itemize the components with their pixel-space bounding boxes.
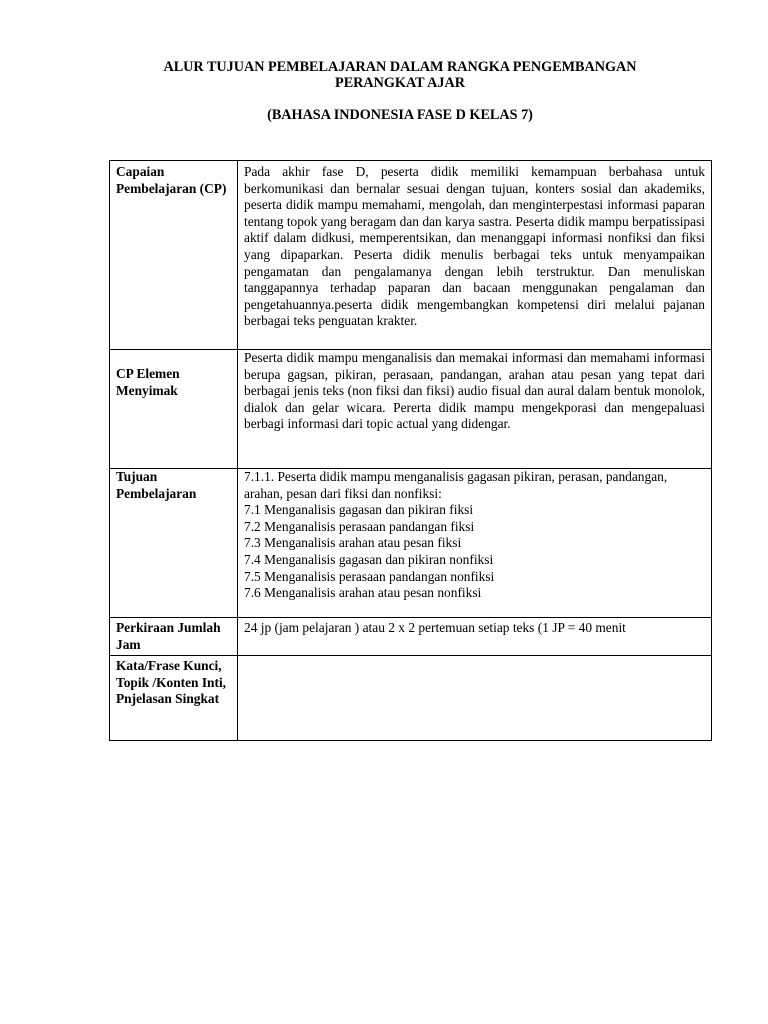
table-row-menyimak [110,350,712,469]
kata-content [238,656,712,741]
list-item: 7.1 Menganalisis gagasan dan pikiran fiksi [244,502,474,518]
cp-content: Pada akhir fase D, peserta didik memiliki kemampuan berbahasa untuk berkomunikasi dan bernalar sesuai dengan tujuan, konters sosial dan akademiks, peserta didik mampu memahami, mengolah, dan menginterpestasi informasi paparan tentang topok yang beragam dan dan karya sastra. Peserta didik mampu berpatissipasi aktif dalam didkusi, memperentsikan, dan menanggapi informasi nonfiksi dan fiksi yang dipaparkan. Peserta didik menulis berbagai teks untuk menyampaikan pengamatan dan pengalamanya dengan lebih terstruktur. Dan menuliskan tanggapannya terhadap paparan dan bacaan menggunakan pengalaman dan pengetahuannya.peserta didik mengembangkan kompetensi diri melalui pajanan berbagai teks penguatan krakter. [238,161,712,350]
kata-label: Kata/Frase Kunci, Topik /Konten Inti, Pnjelasan Singkat [110,656,238,741]
list-item: 7.6 Menganalisis arahan atau pesan nonfiksi [244,585,482,601]
table-row-kata [110,656,712,741]
list-item: 7.3 Menganalisis arahan atau pesan fiksi [244,535,462,551]
tujuan-label: Tujuan Pembelajaran [110,469,238,618]
list-item: 7.5 Menganalisis perasaan pandangan nonfiksi [244,568,495,584]
atp-table [109,160,712,741]
tujuan-content [238,469,712,618]
document-title [100,59,700,91]
jam-content: 24 jp (jam pelajaran ) atau 2 x 2 pertemuan setiap teks (1 JP = 40 menit [238,618,712,656]
table-row-jam [110,618,712,656]
list-item: 7.4 Menganalisis gagasan dan pikiran nonfiksi [244,551,494,567]
title-line-1: ALUR TUJUAN PEMBELAJARAN DALAM RANGKA PENGEMBANGAN [163,59,637,75]
cp-label: Capaian Pembelajaran (CP) [110,161,238,350]
table-row-tujuan [110,469,712,618]
list-item: 7.2 Menganalisis perasaan pandangan fiksi [244,518,475,534]
menyimak-content: Peserta didik mampu menganalisis dan memakai informasi dan memahami informasi berupa gagsan, pikiran, perasaan, pandangan, arahan atau pesan yang tepat dari berbagai jenis teks (non fiksi dan fiksi) audio fisual dan aural dalam bentuk monolok, dialok dan gelar wicara. Pererta didik mampu mengekporasi dan mengepaluasi berbagi informasi dari topic actual yang didengar. [238,350,712,469]
document-subtitle: (BAHASA INDONESIA FASE D KELAS 7) [267,107,533,123]
table-row-cp [110,161,712,350]
tujuan-intro: 7.1.1. Peserta didik mampu menganalisis gagasan pikiran, perasan, pandangan, arahan, pesan dari fiksi dan nonfiksi: [244,469,668,501]
title-line-2: PERANGKAT AJAR [335,75,465,91]
jam-label: Perkiraan Jumlah Jam [110,618,238,656]
menyimak-label: CP Elemen Menyimak [110,350,238,469]
